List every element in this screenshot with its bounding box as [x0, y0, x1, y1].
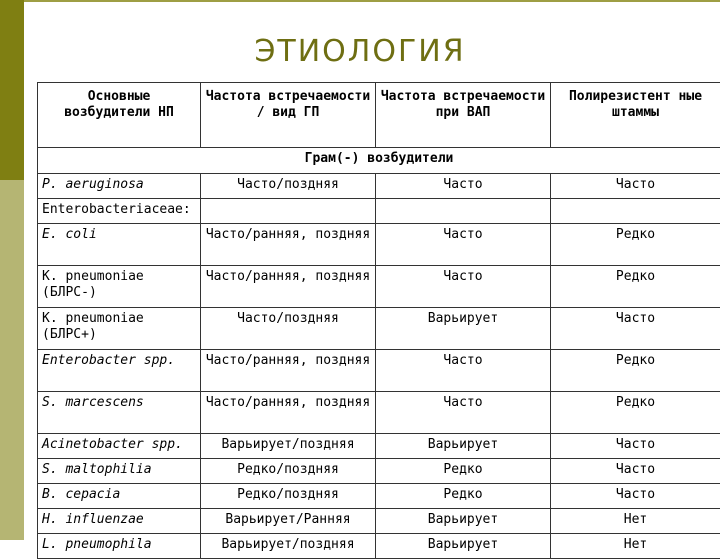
etiology-table — [37, 82, 720, 559]
resistant-cell: Часто — [551, 459, 720, 484]
table-row — [38, 174, 720, 199]
freq-gp-cell: Часто/ранняя, поздняя — [201, 350, 376, 392]
freq-vap-cell: Варьирует — [376, 308, 551, 350]
resistant-cell: Часто — [551, 434, 720, 459]
freq-vap-cell: Часто — [376, 350, 551, 392]
freq-gp-cell: Часто/ранняя, поздняя — [201, 266, 376, 308]
resistant-cell: Редко — [551, 224, 720, 266]
header-cell: Частота встречаемости при ВАП — [376, 83, 551, 148]
organism-cell: L. pneumophila — [38, 534, 201, 559]
table-row — [38, 392, 720, 434]
table-row — [38, 224, 720, 266]
freq-vap-cell: Часто — [376, 266, 551, 308]
family-row — [38, 199, 720, 224]
resistant-cell: Часто — [551, 308, 720, 350]
page-title: ЭТИОЛОГИЯ — [230, 34, 490, 69]
freq-vap-cell: Редко — [376, 484, 551, 509]
table-row — [38, 484, 720, 509]
organism-cell: Enterobacter spp. — [38, 350, 201, 392]
organism-cell: S. maltophilia — [38, 459, 201, 484]
resistant-cell: Часто — [551, 484, 720, 509]
freq-vap-cell: Часто — [376, 174, 551, 199]
family-label: Enterobacteriaceae: — [38, 199, 201, 224]
organism-cell: K. pneumoniae (БЛРС-) — [38, 266, 201, 308]
organism-cell: E. coli — [38, 224, 201, 266]
table-row — [38, 509, 720, 534]
freq-vap-cell: Варьирует — [376, 509, 551, 534]
table-row — [38, 350, 720, 392]
freq-gp-cell: Варьирует/поздняя — [201, 434, 376, 459]
group-row — [38, 148, 720, 174]
header-cell: Полирезистент ные штаммы — [551, 83, 720, 148]
freq-vap-cell: Часто — [376, 392, 551, 434]
freq-gp-cell: Редко/поздняя — [201, 484, 376, 509]
organism-cell: S. marcescens — [38, 392, 201, 434]
group-label: Грам(-) возбудители — [38, 148, 720, 174]
freq-vap-cell: Редко — [376, 459, 551, 484]
header-cell: Основные возбудители НП — [38, 83, 201, 148]
empty-cell — [551, 199, 720, 224]
freq-gp-cell: Часто/поздняя — [201, 174, 376, 199]
organism-cell: Acinetobacter spp. — [38, 434, 201, 459]
header-row — [38, 83, 720, 148]
resistant-cell: Редко — [551, 392, 720, 434]
freq-vap-cell: Варьирует — [376, 534, 551, 559]
table-row — [38, 434, 720, 459]
freq-gp-cell: Часто/ранняя, поздняя — [201, 392, 376, 434]
freq-gp-cell: Варьирует/поздняя — [201, 534, 376, 559]
freq-gp-cell: Часто/поздняя — [201, 308, 376, 350]
freq-vap-cell: Часто — [376, 224, 551, 266]
table-row — [38, 534, 720, 559]
table-row — [38, 266, 720, 308]
empty-cell — [376, 199, 551, 224]
resistant-cell: Редко — [551, 350, 720, 392]
resistant-cell: Редко — [551, 266, 720, 308]
organism-cell: K. pneumoniae (БЛРС+) — [38, 308, 201, 350]
resistant-cell: Нет — [551, 509, 720, 534]
table-row — [38, 308, 720, 350]
resistant-cell: Часто — [551, 174, 720, 199]
header-cell: Частота встречаемости / вид ГП — [201, 83, 376, 148]
table-row — [38, 459, 720, 484]
left-accent-bar-light — [0, 180, 24, 540]
title-rule — [24, 0, 720, 2]
organism-cell: P. aeruginosa — [38, 174, 201, 199]
organism-cell: B. cepacia — [38, 484, 201, 509]
freq-gp-cell: Часто/ранняя, поздняя — [201, 224, 376, 266]
freq-gp-cell: Редко/поздняя — [201, 459, 376, 484]
freq-vap-cell: Варьирует — [376, 434, 551, 459]
organism-cell: H. influenzae — [38, 509, 201, 534]
empty-cell — [201, 199, 376, 224]
freq-gp-cell: Варьирует/Ранняя — [201, 509, 376, 534]
resistant-cell: Нет — [551, 534, 720, 559]
